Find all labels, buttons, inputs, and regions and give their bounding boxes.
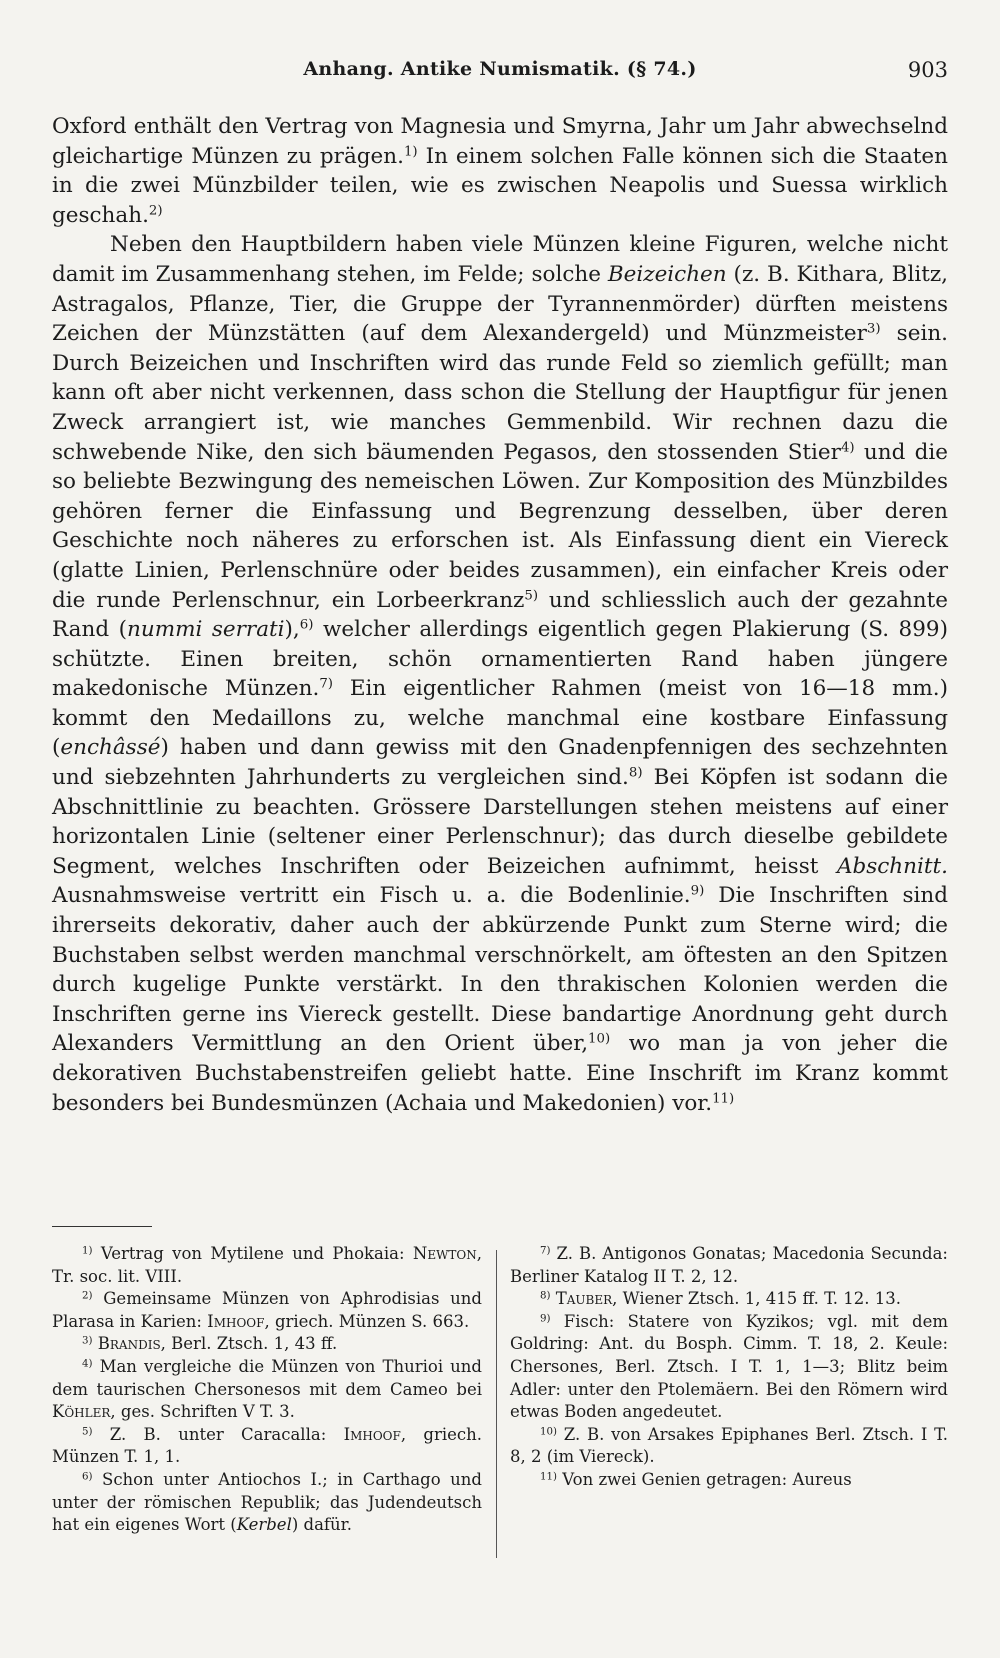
footnote-separator: [52, 1226, 152, 1227]
footnote-marker: 8): [540, 1290, 551, 1302]
text-run: In einem solchen Falle können sich die Staaten in die zwei Münzbilder teilen, wie es zwischen Neapolis und Suessa wirklich geschah.: [52, 143, 948, 228]
footnote-ref: 11): [712, 1091, 735, 1107]
footnote-marker: 1): [82, 1245, 93, 1257]
emphasis: nummi serrati: [127, 617, 285, 643]
author-name: Imhoof: [207, 1311, 265, 1331]
footnote-2: [52, 1288, 482, 1333]
footnote-ref: 9): [690, 884, 705, 900]
text-run: , Wiener Ztsch. 1, 415 ff. T. 12. 13.: [612, 1289, 901, 1309]
text-run: Von zwei Genien getragen: Aureus: [557, 1469, 852, 1489]
text-run: ) haben und dann gewiss mit den Gnadenpfennigen des sechzehnten und siebzehnten Jahrhunderts zu vergleichen sind.: [52, 735, 948, 791]
footnote-column-divider: [496, 1250, 497, 1558]
footnote-8: [510, 1288, 948, 1311]
footnote-7: [510, 1243, 948, 1288]
footnote-marker: 2): [82, 1290, 93, 1302]
footnote-ref: 10): [588, 1032, 611, 1048]
page-number: 903: [907, 58, 948, 82]
text-run: Man vergleiche die Münzen von Thurioi und dem taurischen Chersonesos mit dem Cameo bei: [52, 1356, 482, 1399]
footnote-marker: 6): [82, 1471, 93, 1483]
text-run: Ausnahmsweise vertritt ein Fisch u. a. die Bodenlinie.: [52, 883, 691, 909]
author-name: Imhoof: [343, 1424, 401, 1444]
author-name: Newton: [412, 1244, 477, 1263]
running-header: [52, 58, 948, 92]
footnote-ref: 5): [524, 588, 539, 604]
text-run: , griech. Münzen S. 663.: [264, 1311, 470, 1331]
text-run: Neben den Hauptbildern haben viele Münzen kleine Figuren, welche nicht damit im Zusammenhang stehen, im Felde; solche: [52, 232, 948, 287]
text-run: ) dafür.: [291, 1515, 352, 1535]
emphasis: Abschnitt.: [836, 853, 948, 879]
author-name: Tauber: [555, 1289, 613, 1309]
running-title: Anhang. Antike Numismatik. (§ 74.): [303, 58, 697, 80]
text-run: wo man ja von jeher die dekorativen Buchstabenstreifen geliebt hatte. Eine Inschrift im Kranz kommt besonders bei Bundesmünzen (Achaia und Makedonien) vor.: [52, 1031, 948, 1116]
footnote-4: [52, 1356, 482, 1424]
emphasis: Kerbel: [236, 1515, 292, 1535]
footnote-9: [510, 1311, 948, 1424]
footnote-ref: 8): [628, 765, 643, 781]
text-run: ),: [284, 617, 300, 643]
text-run: Schon unter Antiochos I.; in Carthago und unter der römischen Republik; das Judendeutsch hat ein eigenes Wort (: [52, 1469, 482, 1535]
main-text: [52, 112, 948, 1118]
footnote-marker: 9): [540, 1313, 551, 1325]
footnote-marker: 7): [540, 1245, 551, 1257]
footnotes-right-column: [510, 1243, 948, 1492]
paragraph-2: [52, 230, 948, 1118]
emphasis: Beizeichen: [607, 261, 727, 287]
footnote-marker: 5): [82, 1426, 93, 1438]
footnote-ref: 7): [319, 676, 333, 692]
text-run: Bei Köpfen ist sodann die Abschnittlinie zu beachten. Grössere Darstellungen stehen meistens auf einer horizontalen Linie (seltener einer Perlenschnur); das durch dieselbe gebildete Segment, welches Inschriften oder Beizeichen aufnimmt, heisst: [52, 765, 948, 879]
author-name: Brandis: [97, 1334, 161, 1354]
text-run: und schliesslich auch der gezahnte Rand (: [52, 587, 949, 643]
paragraph-1: [52, 112, 948, 230]
author-name: Köhler: [52, 1402, 111, 1422]
footnote-ref: 3): [866, 321, 881, 337]
text-run: Z. B. unter Caracalla:: [92, 1424, 344, 1444]
footnote-marker: 4): [82, 1358, 93, 1370]
footnote-6: [52, 1469, 482, 1537]
text-run: Oxford enthält den Vertrag von Magnesia und Smyrna, Jahr um Jahr abwechselnd gleichartige Münzen zu prägen.: [52, 114, 948, 169]
text-run: Die Inschriften sind ihrerseits dekorativ, daher auch der abkürzende Punkt zum Sterne wird; die Buchstaben selbst werden manchmal verschnörkelt, am öftesten an den Spitzen durch kugelige Punkte verstärkt. In den thrakischen Kolonien werden die Inschriften gerne ins Viereck gestellt. Diese bandartige Anordnung geht durch Alexanders Vermittlung an den Orient über,: [52, 883, 948, 1057]
text-run: , Tr. soc. lit. VIII.: [52, 1244, 482, 1286]
text-run: sein. Durch Beizeichen und Inschriften wird das runde Feld so ziemlich gefüllt; man kann oft aber nicht verkennen, dass schon die Stellung der Hauptfigur für jenen Zweck arrangiert ist, wie manches Gemmenbild. Wir rechnen dazu die schwebende Nike, den sich bäumenden Pegasos, den stossenden Stier: [52, 321, 949, 465]
text-run: welcher allerdings eigentlich gegen Plakierung (S. 899) schützte. Einen breiten, schön ornamentierten Rand haben jüngere makedonische Münzen.: [52, 617, 948, 702]
footnote-11: [510, 1469, 948, 1492]
footnotes-left-column: [52, 1243, 482, 1537]
emphasis: enchâssé: [60, 735, 161, 761]
footnote-marker: 11): [540, 1471, 557, 1483]
footnote-ref: 1): [403, 144, 418, 160]
text-run: Gemeinsame Münzen von Aphrodisias und Plarasa in Karien:: [52, 1289, 482, 1331]
text-run: , Berl. Ztsch. 1, 43 ff.: [160, 1334, 338, 1354]
footnote-ref: 6): [299, 617, 314, 633]
footnote-ref: 4): [840, 440, 855, 456]
text-run: Ein eigentlicher Rahmen (meist von 16—18 mm.) kommt den Medaillons zu, welche manchmal eine kostbare Einfassung (: [52, 676, 948, 761]
text-run: , ges. Schriften V T. 3.: [110, 1402, 295, 1422]
text-run: Z. B. von Arsakes Epiphanes Berl. Ztsch. I T. 8, 2 (im Viereck).: [510, 1424, 948, 1467]
footnote-10: [510, 1424, 948, 1469]
footnote-5: [52, 1424, 482, 1469]
footnote-ref: 2): [148, 203, 163, 219]
footnote-1: [52, 1243, 482, 1288]
footnote-marker: 3): [82, 1335, 93, 1347]
text-run: und die so beliebte Bezwingung des nemeischen Löwen. Zur Komposition des Münzbildes gehören ferner die Einfassung und Begrenzung desselben, über deren Geschichte noch näheres zu erforschen ist. Als Einfassung dient ein Viereck (glatte Linien, Perlenschnüre oder beides zusammen), ein einfacher Kreis oder die runde Perlenschnur, ein Lorbeerkranz: [52, 439, 948, 613]
text-run: , griech. Münzen T. 1, 1.: [52, 1424, 483, 1467]
text-run: Z. B. Antigonos Gonatas; Macedonia Secunda: Berliner Katalog II T. 2, 12.: [510, 1244, 948, 1286]
text-run: Fisch: Statere von Kyzikos; vgl. mit dem Goldring: Ant. du Bosph. Cimm. T. 18, 2. Keule: Chersones, Berl. Ztsch. I T. 1, 1—3; Blitz beim Adler: unter den Ptolemäern. Bei den Römern wird etwas Boden angedeutet.: [510, 1311, 948, 1422]
footnote-marker: 10): [540, 1426, 557, 1438]
text-run: (z. B. Kithara, Blitz, Astragalos, Pflanze, Tier, die Gruppe der Tyrannenmörder) dürften meistens Zeichen der Münzstätten (auf dem Alexandergeld) und Münzmeister: [52, 261, 948, 347]
text-run: Vertrag von Mytilene und Phokaia:: [92, 1244, 413, 1263]
footnote-3: [52, 1333, 482, 1356]
